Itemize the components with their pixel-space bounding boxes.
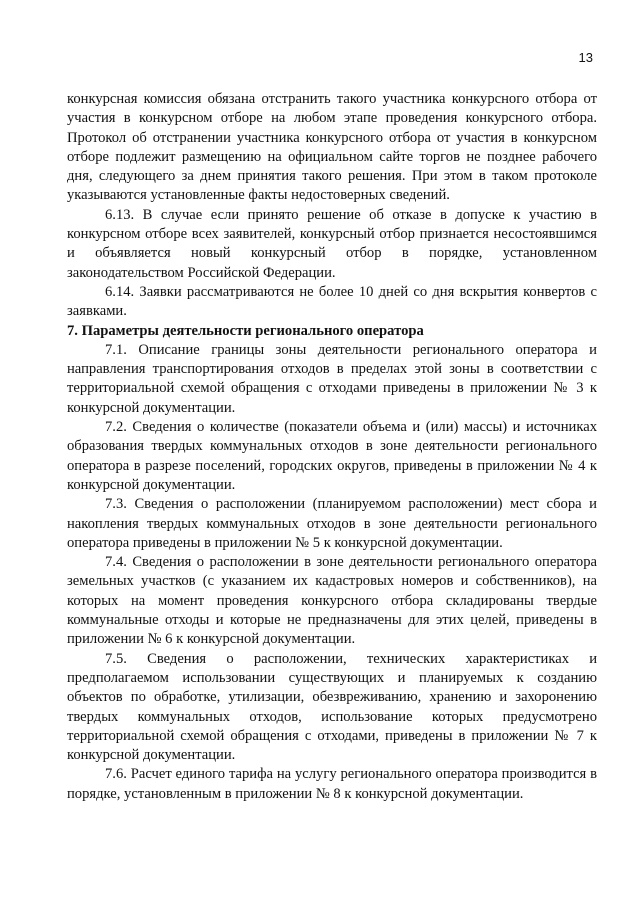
section-title: 7. Параметры деятельности регионального оператора — [67, 322, 424, 339]
paragraph-7-6: 7.6. Расчет единого тарифа на услугу регионального оператора производится в порядке, установленным в приложении № 8 к конкурсной документации. — [67, 766, 597, 802]
paragraph-7-2: 7.2. Сведения о количестве (показатели объема и (или) массы) и источниках образования твердых коммунальных отходов в зоне деятельности регионального оператора в разрезе поселений, городских округов, приведены в приложении № 4 к конкурсной документации. — [67, 419, 597, 493]
document-body — [67, 90, 597, 804]
paragraph-6-14: 6.14. Заявки рассматриваются не более 10 дней со дня вскрытия конвертов с заявками. — [67, 283, 597, 320]
paragraph-7-3: 7.3. Сведения о расположении (планируемом расположении) мест сбора и накопления твердых коммунальных отходов в зоне деятельности регионального оператора приведены в приложении № 5 к конкурсной документации. — [67, 496, 597, 551]
paragraph-7-1: 7.1. Описание границы зоны деятельности регионального оператора и направления транспортирования отходов в пределах этой зоны в соответствии с территориальной схемой обращения с отходами приведены в приложении № 3 к конкурсной документации. — [67, 341, 597, 416]
page-number: 13 — [578, 50, 593, 65]
paragraph-continuation: конкурсная комиссия обязана отстранить такого участника конкурсного отбора от участия в конкурсном отборе на любом этапе проведения конкурсного отбора. Протокол об отстранении участника конкурсного отбора от участия в конкурсном отборе подлежит размещению на официальном сайте торгов не позднее рабочего дня, следующего за днем принятия такого решения. При этом в таком протоколе указываются установленные факты недостоверных сведений. — [67, 91, 597, 204]
paragraph-7-5: 7.5. Сведения о расположении, технических характеристиках и предполагаемом использовании существующих и планируемых к созданию объектов по обработке, утилизации, обезвреживанию, хранению и захоронению твердых коммунальных отходов, использование которых предусмотрено территориальной схемой обращения с отходами, приведены в приложении № 7 к конкурсной документации. — [67, 650, 597, 764]
paragraph-7-4: 7.4. Сведения о расположении в зоне деятельности регионального оператора земельных участков (с указанием их кадастровых номеров и собственников), на которых на момент проведения конкурсного отбора складированы твердые коммунальные отходы и которые не предназначены для этих целей, приведены в приложении № 6 к конкурсной документации. — [67, 554, 597, 648]
paragraph-6-13: 6.13. В случае если принято решение об отказе в допуске к участию в конкурсном отборе всех заявителей, конкурсный отбор признается несостоявшимся и объявляется новый конкурсный отбор в порядке, установленном законодательством Российской Федерации. — [67, 206, 597, 281]
